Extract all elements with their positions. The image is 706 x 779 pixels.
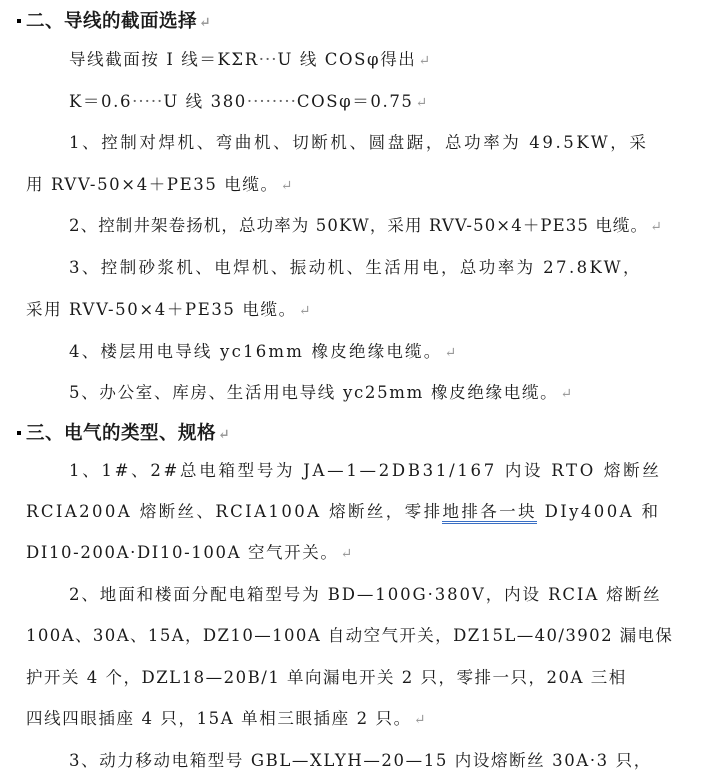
section-heading-3[interactable]: 三、电气的类型、规格 ↵ — [26, 423, 230, 444]
formula-line[interactable]: 导线截面按 I 线＝KΣR···U 线 COSφ得出 ↵ — [69, 50, 431, 69]
section-heading-2[interactable]: 二、导线的截面选择 ↵ — [26, 11, 211, 32]
list-item-3-line-1[interactable]: 3、控制砂浆机、电焊机、振动机、生活用电，总功率为 27.8KW， — [69, 258, 642, 277]
heading-bullet-icon — [17, 431, 21, 435]
grammar-underline[interactable]: 地排各一块 — [442, 502, 537, 524]
list-item-5[interactable]: 5、办公室、库房、生活用电导线 yc25mm 橡皮绝缘电缆。 ↵ — [69, 383, 573, 402]
spec-item-1-line-2[interactable]: RCIA200A 熔断丝、RCIA100A 熔断丝，零排地排各一块 DIy400A 和 — [26, 501, 660, 523]
paragraph-mark-icon: ↵ — [340, 546, 353, 562]
paragraph-mark-icon: ↵ — [650, 219, 662, 235]
paragraph-mark-icon: ↵ — [298, 303, 311, 319]
parameters-line[interactable]: K＝0.6·····U 线 380········COSφ＝0.75 ↵ — [69, 92, 428, 111]
paragraph-mark-icon: ↵ — [418, 53, 431, 69]
paragraph-mark-icon: ↵ — [199, 15, 211, 31]
spec-item-1-line-1[interactable]: 1、1#、2#总电箱型号为 JA—1—2DB31/167 内设 RTO 熔断丝 — [69, 461, 662, 480]
paragraph-mark-icon: ↵ — [444, 345, 457, 361]
list-item-2[interactable]: 2、控制井架卷扬机，总功率为 50KW，采用 RVV-50×4＋PE35 电缆。 ↵ — [69, 216, 662, 235]
paragraph-mark-icon: ↵ — [218, 427, 230, 443]
spec-item-2-line-2[interactable]: 100A、30A、15A，DZ10—100A 自动空气开关，DZ15L—40/3902 漏电保 — [26, 626, 674, 645]
spec-item-2-line-1[interactable]: 2、地面和楼面分配电箱型号为 BD—100G·380V，内设 RCIA 熔断丝 — [69, 585, 662, 604]
spec-item-2-line-3[interactable]: 护开关 4 个，DZL18—20B/1 单向漏电开关 2 只，零排一只，20A 三相 — [26, 668, 627, 687]
spec-item-3-line-1[interactable]: 3、动力移动电箱型号 GBL—XLYH—20—15 内设熔断丝 30A·3 只， — [69, 751, 652, 770]
spec-item-1-line-3[interactable]: DI10-200A·DI10-100A 空气开关。 ↵ — [26, 543, 353, 562]
heading-bullet-icon — [17, 19, 21, 23]
list-item-3-line-2[interactable]: 采用 RVV-50×4＋PE35 电缆。 ↵ — [26, 300, 311, 319]
paragraph-mark-icon: ↵ — [413, 712, 426, 728]
list-item-4[interactable]: 4、楼层用电导线 yc16mm 橡皮绝缘电缆。 ↵ — [69, 342, 457, 361]
paragraph-mark-icon: ↵ — [415, 95, 428, 111]
list-item-1-line-1[interactable]: 1、控制对焊机、弯曲机、切断机、圆盘踞，总功率为 49.5KW，采 — [69, 133, 649, 152]
paragraph-mark-icon: ↵ — [560, 386, 573, 402]
paragraph-mark-icon: ↵ — [280, 178, 293, 194]
spec-item-2-line-4[interactable]: 四线四眼插座 4 只，15A 单相三眼插座 2 只。 ↵ — [26, 709, 426, 728]
list-item-1-line-2[interactable]: 用 RVV-50×4＋PE35 电缆。 ↵ — [26, 175, 293, 194]
